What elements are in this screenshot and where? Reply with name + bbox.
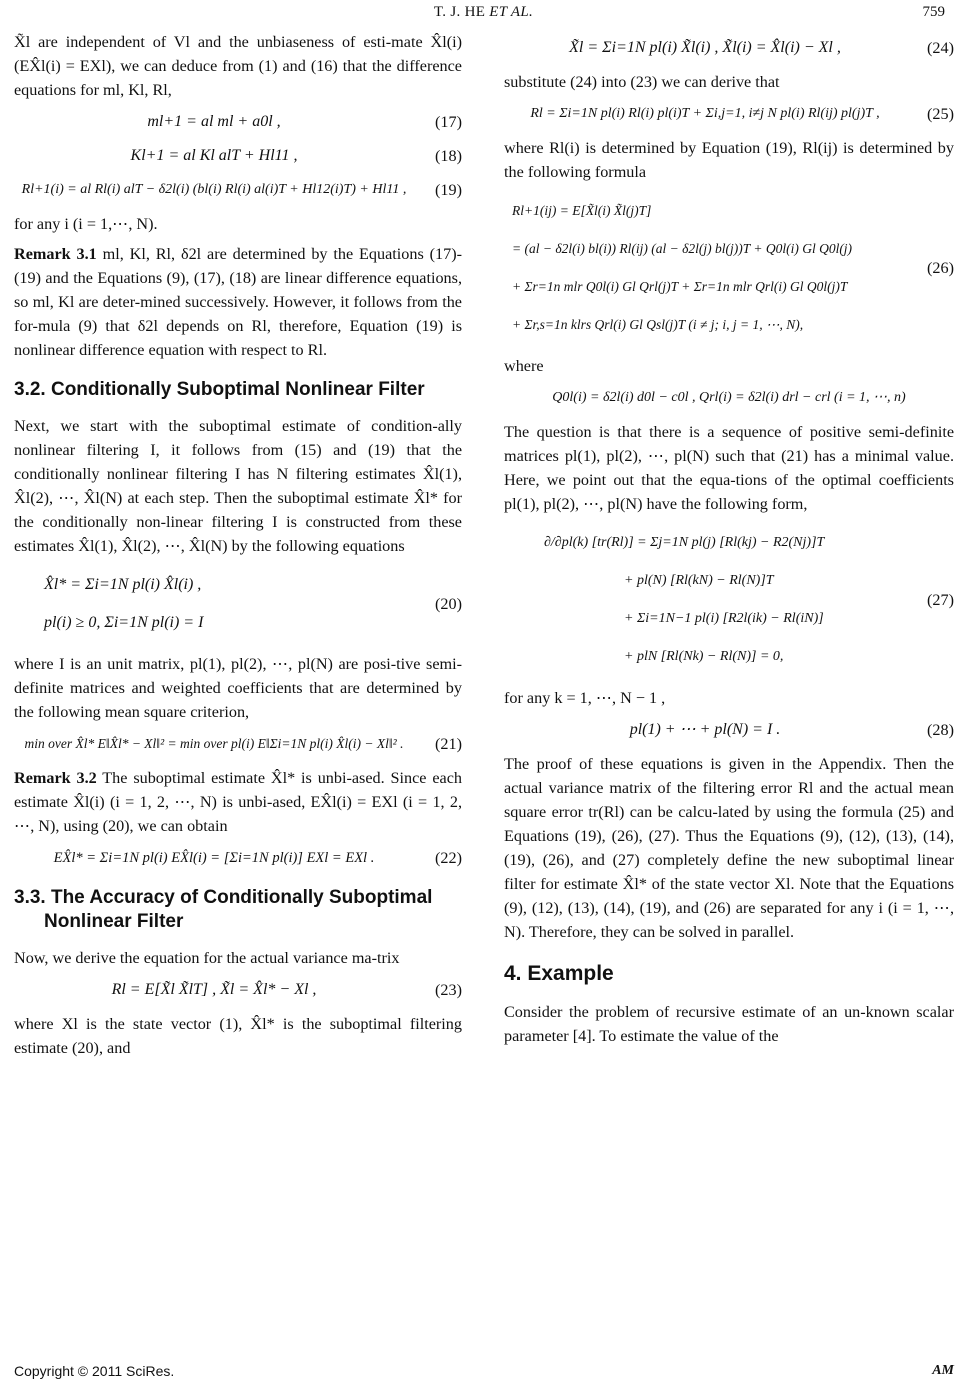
equation-25: Rl = Σi=1N pl(i) Rl(i) pl(i)T + Σi,j=1, i≠j N pl(i) Rl(ij) pl(j)T , (25): [530, 105, 954, 123]
remark-3-2: Remark 3.2 The suboptimal estimate X̂l* is unbi-ased. Since each estimate X̂l(i) (i = 1, 2, ⋯, N) is unbi-ased, EX̂l(i) = EXl (i = 1, 2, ⋯, N), using (20), we can obtain: [14, 769, 462, 835]
copyright: Copyright © 2011 SciRes.: [14, 1363, 175, 1379]
equation-22: EX̂l* = Σi=1N pl(i) EX̂l(i) = [Σi=1N pl(i)] EXl = EXl . (22): [53, 849, 462, 867]
equation-18: Kl+1 = al Kl alT + Hl11 , (18): [130, 147, 462, 165]
running-title: T. J. HE ET AL.: [433, 4, 534, 20]
equation-17: ml+1 = al ml + a0l , (17): [147, 113, 462, 131]
equation-21: min over X̂l* E‖X̂l* − Xl‖² = min over pl(i) E‖Σi=1N pl(i) X̂l(i) − Xl‖² . (21): [24, 735, 462, 753]
paragraph: for any i (i = 1,⋯, N).: [14, 215, 158, 233]
equation-27: ∂/∂pl(k) [tr(Rl)] = Σj=1N pl(j) [Rl(kj) − R2(Nj)]T + pl(N) [Rl(kN) − Rl(N)]T + Σi=1N−1 pl(i) [R2l(ik) − Rl(iN)] + plN [Rl(Nk) − Rl(N)] = 0, (27): [544, 535, 954, 664]
right-column: [504, 30, 954, 1054]
running-header: [0, 0, 967, 24]
equation-where: Q0l(i) = δ2l(i) d0l − c0l , Qrl(i) = δ2l(i) drl − crl (i = 1, ⋯, n): [552, 390, 906, 405]
equation-28: pl(1) + ⋯ + pl(N) = I . (28): [629, 721, 954, 739]
section-heading-3-2: 3.2. Conditionally Suboptimal Nonlinear Filter: [14, 379, 425, 400]
page-footer: [14, 1363, 954, 1379]
page-number: 759: [922, 4, 945, 20]
left-column: [14, 30, 462, 1066]
paragraph: Now, we derive the equation for the actual variance ma-trix: [14, 949, 400, 967]
section-heading-3-3: 3.3. The Accuracy of Conditionally Suboptimal Nonlinear Filter: [14, 887, 433, 932]
equation-20: X̂l* = Σi=1N pl(i) X̂l(i) , pl(i) ≥ 0, Σi=1N pl(i) = I (20): [44, 576, 462, 631]
equation-24: X̃l = Σi=1N pl(i) X̃l(i) , X̃l(i) = X̂l(i) − Xl , (24): [569, 39, 954, 57]
paragraph: Next, we start with the suboptimal estimate of condition-ally nonlinear filtering I, it follows from (15) and (19) that the conditionally nonlinear filtering I has N filtering estimates X̂l(1), X̂l(2), ⋯, X̂l(N) at each step. Then the suboptimal estimate X̂l* for the conditionally non-linear filtering I is constructed from these estimates X̂l(1), X̂l(2), ⋯, X̂l(N) by the following equations: [14, 417, 462, 555]
remark-3-1: Remark 3.1 ml, Kl, Rl, δ2l are determined by the Equations (17)-(19) and the Equations (9), (17), (18) are linear difference equations, so ml, Kl are deter-mined successively. However, it follows from the for-mula (9) that δ2l depends on Rl, therefore, Equation (19) is nonlinear difference equation with respect to Rl.: [14, 245, 463, 359]
paragraph: where Rl(i) is determined by Equation (19), Rl(ij) is determined by the following formula: [504, 139, 954, 181]
paragraph: The question is that there is a sequence of positive semi-definite matrices pl(1), pl(2), ⋯, pl(N) such that (21) has a minimal value. Here, we point out that the equa-tions of the optimal coefficients pl(1), pl(2), ⋯, pl(N) have the following form,: [504, 423, 954, 513]
equation-26: Rl+1(ij) = E[X̃l(i) X̃l(j)T] = (al − δ2l(i) bl(i)) Rl(ij) (al − δ2l(j) bl(j))T + Q0l(i) Gl Q0l(j) + Σr=1n mlr Q0l(i) Gl Qrl(j)T + Σr=1n mlr Qrl(i) Gl Q0l(j)T + Σr,s=1n klrs Qrl(i) Gl Qsl(j)T (i ≠ j; i, j = 1, ⋯, N), (26): [512, 203, 954, 332]
paragraph: where I is an unit matrix, pl(1), pl(2), ⋯, pl(N) are posi-tive semi-definite matrices and weighted coefficients that are determined by the following mean square criterion,: [14, 655, 462, 721]
paragraph: where Xl is the state vector (1), X̂l* is the suboptimal filtering estimate (20), and: [14, 1015, 462, 1057]
equation-23: Rl = E[X̃l X̃lT] , X̃l = X̂l* − Xl , (23): [111, 981, 462, 999]
paragraph: X̃l are independent of Vl and the unbiaseness of esti-mate X̂l(i)(EX̂l(i) = EXl), we can deduce from (1) and (16) that the difference equations for ml, Kl, Rl,: [14, 33, 462, 99]
paragraph: substitute (24) into (23) we can derive that: [504, 73, 780, 91]
paragraph: where: [504, 357, 544, 375]
equation-19: Rl+1(i) = al Rl(i) alT − δ2l(i) (bl(i) Rl(i) al(i)T + Hl12(i)T) + Hl11 , (19): [21, 181, 462, 199]
paragraph: The proof of these equations is given in the Appendix. Then the actual variance matrix of the filtering error Rl and the actual mean square error tr(Rl) can be calcu-lated by using the formula (25) and Equations (19), (26), (27). Thus the Equations (9), (12), (13), (14), (19), (26), and (27) completely define the new suboptimal linear filter for estimate X̂l* of the state vector Xl. Note that the Equations (9), (12), (13), (14), (19), and (26) are separated for any i (i = 1, ⋯, N). Therefore, they can be solved in parallel.: [504, 755, 954, 941]
journal-abbrev: AM: [932, 1363, 954, 1378]
paragraph: for any k = 1, ⋯, N − 1 ,: [504, 689, 666, 707]
paragraph: Consider the problem of recursive estimate of an un-known scalar parameter [4]. To estimate the value of the: [504, 1003, 954, 1045]
section-heading-4: 4. Example: [504, 962, 614, 985]
